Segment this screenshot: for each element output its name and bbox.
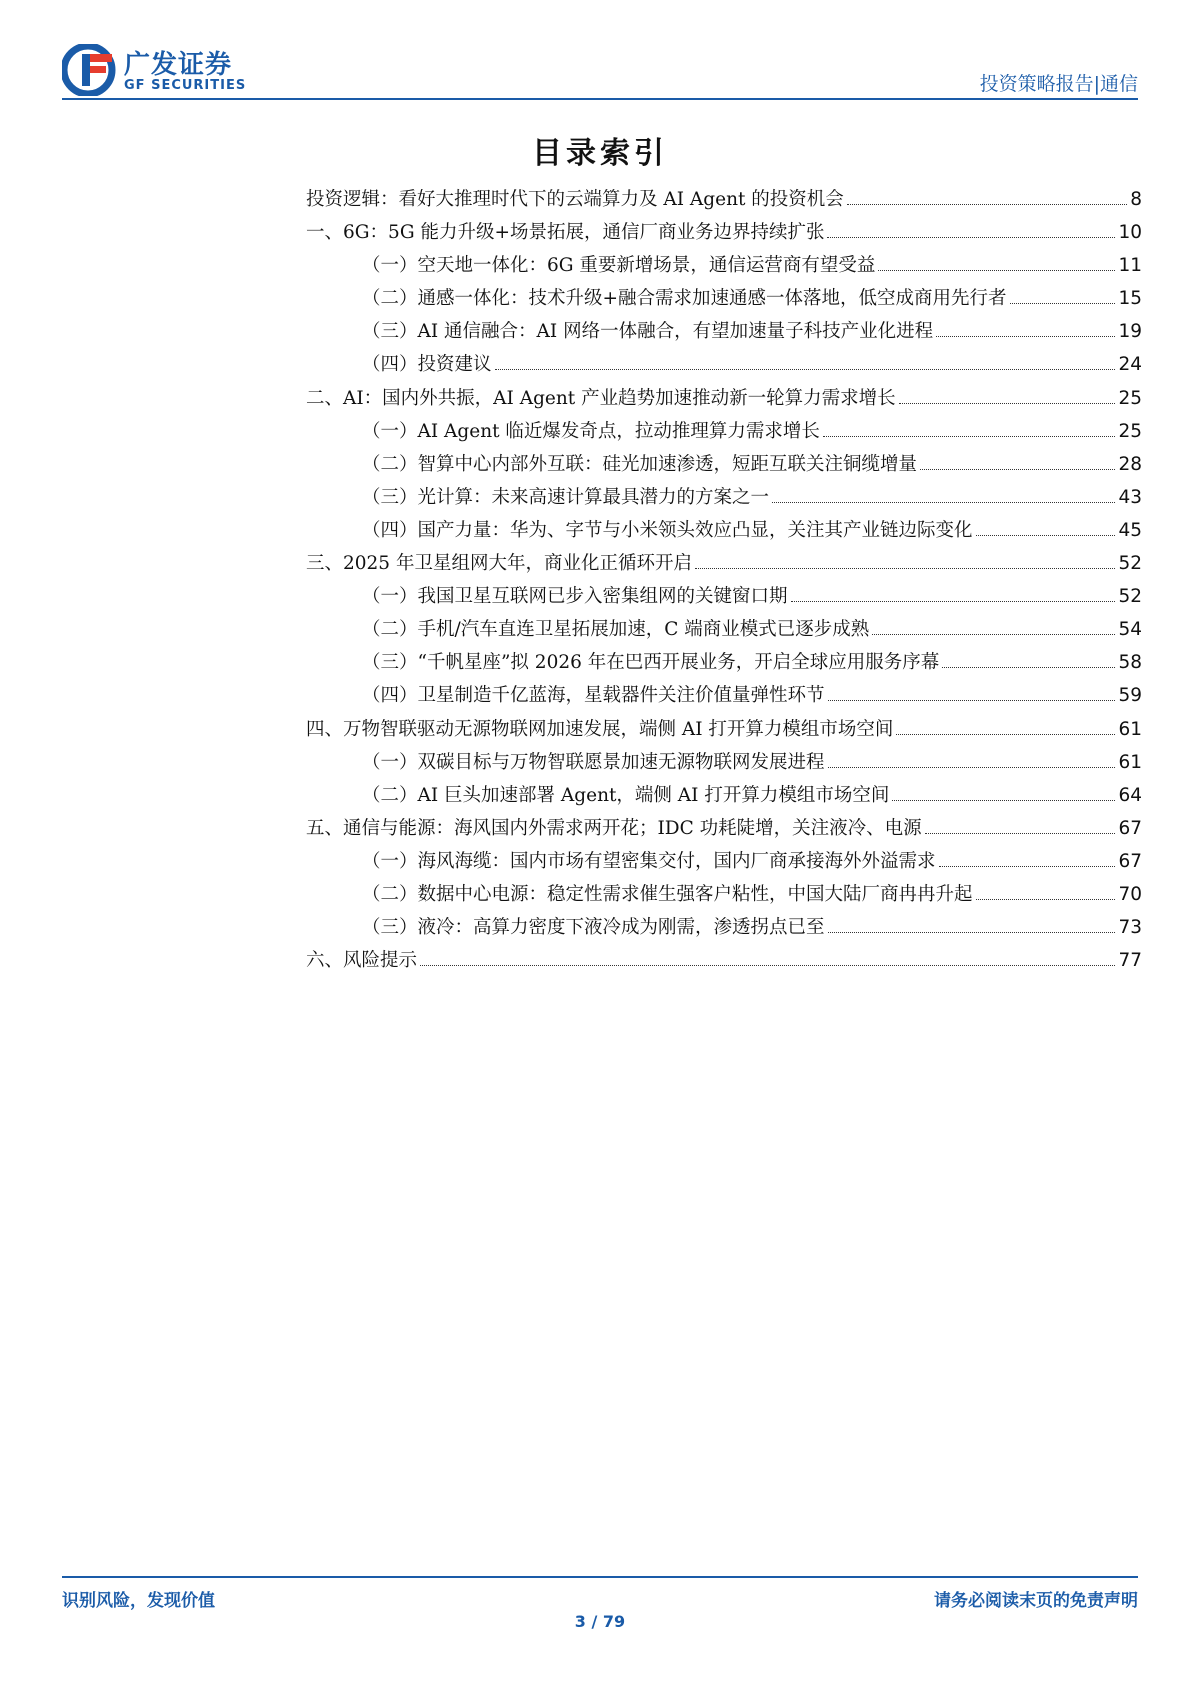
toc-entry-page: 24 [1118, 354, 1142, 376]
toc-entry[interactable] [306, 746, 1142, 779]
toc-entry-page: 61 [1118, 718, 1142, 740]
footer-divider [62, 1576, 1138, 1578]
toc-title: 目录索引 [532, 136, 668, 171]
toc-entry[interactable] [306, 944, 1142, 977]
toc-leader-dots [828, 932, 1116, 933]
page-number: 3 / 79 [574, 1612, 626, 1631]
toc-entry[interactable] [306, 613, 1142, 646]
toc-leader-dots [872, 634, 1115, 635]
toc-leader-dots [695, 568, 1115, 569]
toc-entry-page: 10 [1118, 222, 1142, 244]
toc-entry[interactable] [306, 878, 1142, 911]
toc-entry-page: 61 [1118, 751, 1142, 773]
toc-entry[interactable] [306, 547, 1142, 580]
toc-entry-page: 73 [1118, 917, 1142, 939]
toc-entry-title: （三）光计算：未来高速计算最具潜力的方案之一 [362, 486, 770, 508]
toc-entry-title: 五、通信与能源：海风国内外需求两开花；IDC 功耗陡增，关注液冷、电源 [306, 817, 922, 839]
toc-entry-title: （一）海风海缆：国内市场有望密集交付，国内厂商承接海外外溢需求 [362, 850, 936, 872]
toc-entry-title: （三）AI 通信融合：AI 网络一体融合，有望加速量子科技产业化进程 [362, 321, 934, 343]
toc-leader-dots [892, 800, 1115, 801]
toc-entry-title: （三）“千帆星座”拟 2026 年在巴西开展业务，开启全球应用服务序幕 [362, 652, 940, 674]
toc-leader-dots [878, 270, 1115, 271]
toc-entry-page: 77 [1118, 950, 1142, 972]
toc-leader-dots [896, 734, 1115, 735]
report-type: 投资策略报告|通信 [979, 73, 1138, 95]
toc-entry-page: 45 [1118, 519, 1142, 541]
toc-entry-title: 四、万物智联驱动无源物联网加速发展，端侧 AI 打开算力模组市场空间 [306, 718, 894, 740]
logo-chinese-name: 广发证券 [124, 50, 233, 80]
footer-disclaimer: 请务必阅读末页的免责声明 [934, 1591, 1138, 1611]
toc-entry-page: 54 [1118, 619, 1142, 641]
toc-entry-title: 三、2025 年卫星组网大年，商业化正循环开启 [306, 553, 692, 575]
toc-entry[interactable] [306, 382, 1142, 415]
toc-entry-title: （一）双碳目标与万物智联愿景加速无源物联网发展进程 [362, 751, 825, 773]
toc-entry-title: （三）液冷：高算力密度下液冷成为刚需，渗透拐点已至 [362, 917, 825, 939]
toc-entry[interactable] [306, 183, 1142, 216]
toc-entry-title: 投资逻辑：看好大推理时代下的云端算力及 AI Agent 的投资机会 [306, 189, 844, 210]
toc-entry[interactable] [306, 779, 1142, 812]
toc-entry[interactable] [306, 282, 1142, 315]
toc-leader-dots [1010, 303, 1116, 304]
toc-leader-dots [791, 601, 1116, 602]
toc-leader-dots [828, 700, 1116, 701]
toc-entry-page: 64 [1118, 784, 1142, 806]
toc-entry-page: 25 [1118, 420, 1142, 442]
toc-entry[interactable] [306, 812, 1142, 845]
toc-entry[interactable] [306, 679, 1142, 712]
company-logo [62, 44, 322, 96]
toc-entry-page: 58 [1118, 652, 1142, 674]
toc-entry[interactable] [306, 315, 1142, 348]
toc-entry[interactable] [306, 415, 1142, 448]
toc-leader-dots [847, 204, 1127, 205]
toc-leader-dots [420, 965, 1115, 966]
toc-entry-title: （二）智算中心内部外互联：硅光加速渗透，短距互联关注铜缆增量 [362, 453, 918, 475]
toc-leader-dots [823, 436, 1116, 437]
toc-leader-dots [828, 767, 1116, 768]
page-header [62, 44, 1138, 100]
toc-leader-dots [495, 369, 1116, 370]
toc-entry-title: （二）通感一体化：技术升级+融合需求加速通感一体落地，低空成商用先行者 [362, 288, 1007, 310]
table-of-contents [306, 183, 1142, 977]
toc-leader-dots [976, 535, 1116, 536]
toc-entry[interactable] [306, 911, 1142, 944]
toc-entry-title: （二）数据中心电源：稳定性需求催生强客户粘性，中国大陆厂商冉冉升起 [362, 883, 973, 905]
toc-entry-title: （二）手机/汽车直连卫星拓展加速，C 端商业模式已逐步成熟 [362, 619, 870, 641]
toc-leader-dots [772, 502, 1115, 503]
toc-entry-page: 19 [1118, 321, 1142, 343]
toc-entry-page: 8 [1130, 189, 1142, 210]
toc-entry-page: 52 [1118, 586, 1142, 608]
toc-entry[interactable] [306, 646, 1142, 679]
toc-leader-dots [899, 403, 1116, 404]
toc-entry-title: 六、风险提示 [306, 950, 418, 972]
toc-entry[interactable] [306, 448, 1142, 481]
footer-slogan: 识别风险，发现价值 [62, 1591, 215, 1611]
logo-english-name: GF SECURITIES [124, 78, 247, 93]
toc-entry-title: 一、6G：5G 能力升级+场景拓展，通信厂商业务边界持续扩张 [306, 222, 825, 244]
toc-leader-dots [827, 237, 1115, 238]
toc-entry[interactable] [306, 249, 1142, 282]
toc-entry-page: 43 [1118, 486, 1142, 508]
toc-entry-title: （一）我国卫星互联网已步入密集组网的关键窗口期 [362, 586, 788, 608]
gf-logo-icon [62, 44, 116, 96]
toc-entry-page: 67 [1118, 817, 1142, 839]
toc-entry-page: 28 [1118, 453, 1142, 475]
toc-entry-page: 52 [1118, 553, 1142, 575]
toc-entry[interactable] [306, 348, 1142, 381]
toc-entry[interactable] [306, 713, 1142, 746]
toc-leader-dots [976, 899, 1116, 900]
toc-entry-title: （二）AI 巨头加速部署 Agent，端侧 AI 打开算力模组市场空间 [362, 784, 890, 806]
toc-entry-title: （四）国产力量：华为、字节与小米领头效应凸显，关注其产业链边际变化 [362, 519, 973, 541]
toc-entry[interactable] [306, 481, 1142, 514]
toc-entry[interactable] [306, 845, 1142, 878]
toc-entry-title: （一）空天地一体化：6G 重要新增场景，通信运营商有望受益 [362, 255, 876, 277]
toc-entry-page: 70 [1118, 883, 1142, 905]
toc-entry-page: 25 [1118, 387, 1142, 409]
toc-entry[interactable] [306, 216, 1142, 249]
toc-entry-page: 15 [1118, 288, 1142, 310]
toc-entry-page: 11 [1118, 255, 1142, 277]
toc-leader-dots [939, 866, 1116, 867]
toc-entry[interactable] [306, 514, 1142, 547]
toc-entry-page: 59 [1118, 685, 1142, 707]
toc-entry[interactable] [306, 580, 1142, 613]
toc-leader-dots [925, 833, 1116, 834]
toc-leader-dots [942, 667, 1115, 668]
toc-leader-dots [920, 469, 1115, 470]
toc-leader-dots [936, 336, 1115, 337]
toc-entry-page: 67 [1118, 850, 1142, 872]
toc-entry-title: （四）卫星制造千亿蓝海，星载器件关注价值量弹性环节 [362, 685, 825, 707]
toc-entry-title: （一）AI Agent 临近爆发奇点，拉动推理算力需求增长 [362, 420, 820, 442]
header-divider [62, 98, 1138, 100]
toc-entry-title: （四）投资建议 [362, 354, 492, 376]
toc-entry-title: 二、AI：国内外共振，AI Agent 产业趋势加速推动新一轮算力需求增长 [306, 387, 896, 409]
